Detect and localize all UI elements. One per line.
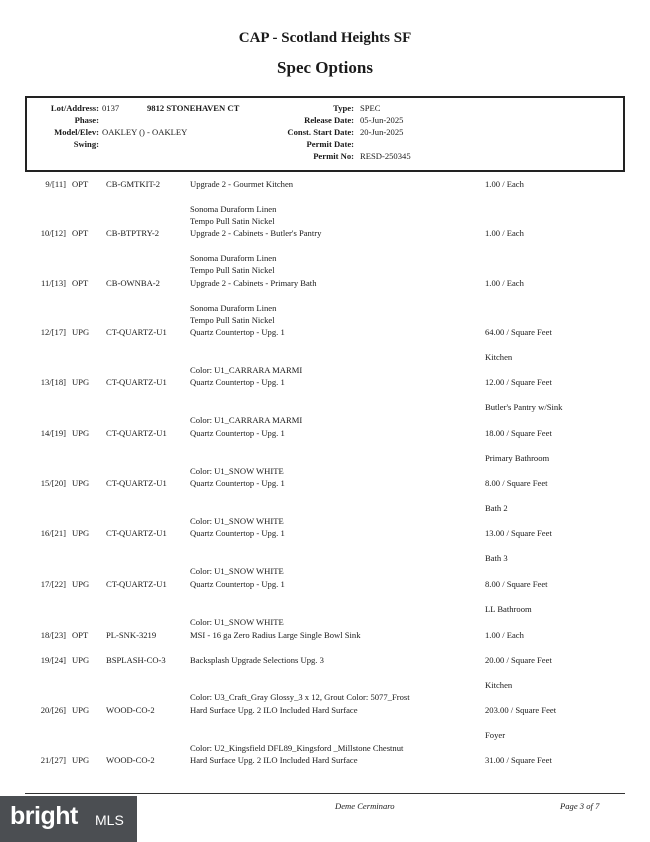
option-number: 11/[13] [41,278,66,288]
document-title: CAP - Scotland Heights SF [238,30,412,46]
option-row [0,754,650,767]
option-code: CT-QUARTZ-U1 [106,327,167,337]
option-quantity: 12.00 / Square Feet [485,377,552,387]
option-code: BSPLASH-CO-3 [106,655,166,665]
option-row [0,277,650,290]
const-start-label: Const. Start Date: [287,127,354,137]
lot-value: 0137 [102,103,120,113]
option-row [0,326,650,339]
permit-date-label: Permit Date: [306,139,354,149]
option-code: CB-OWNBA-2 [106,278,160,288]
info-row-permit [27,150,623,162]
option-type: OPT [72,630,89,640]
option-quantity: 1.00 / Each [485,179,524,189]
option-number: 15/[20] [40,478,66,488]
option-quantity: 64.00 / Square Feet [485,327,552,337]
option-number: 21/[27] [40,755,66,765]
option-quantity: 1.00 / Each [485,278,524,288]
option-code: CB-BTPTRY-2 [106,228,160,238]
option-row [0,427,650,440]
option-quantity: 20.00 / Square Feet [485,655,552,665]
option-type: OPT [72,228,89,238]
option-description: Quartz Countertop - Upg. 1 [190,478,285,488]
option-number: 10/[12] [40,228,66,238]
info-row-phase [27,114,623,126]
option-description: Quartz Countertop - Upg. 1 [190,528,285,538]
option-type: OPT [72,278,89,288]
option-number: 9/[11] [45,179,66,189]
option-description: Hard Surface Upg. 2 ILO Included Hard Surface [190,755,358,765]
option-row [0,527,650,540]
option-quantity: 1.00 / Each [485,630,524,640]
location-note: LL Bathroom [485,604,532,614]
cabinet-finish-note: Sonoma Duraform Linen [190,253,277,263]
release-date-label: Release Date: [304,115,354,125]
option-code: CT-QUARTZ-U1 [106,528,167,538]
color-note: Color: U1_SNOW WHITE [190,516,284,526]
option-code: CB-GMTKIT-2 [106,179,161,189]
footer-divider [25,793,625,794]
color-note: Color: U1_CARRARA MARMI [190,415,303,425]
cabinet-finish-note: Sonoma Duraform Linen [190,303,277,313]
color-note: Color: U3_Craft_Gray Glossy_3 x 12, Grout Color: 5077_Frost [190,692,410,702]
option-description: Quartz Countertop - Upg. 1 [190,327,285,337]
option-type: UPG [72,428,90,438]
option-quantity: 13.00 / Square Feet [485,528,552,538]
cabinet-finish-note: Sonoma Duraform Linen [190,204,277,214]
option-code: PL-SNK-3219 [106,630,157,640]
option-type: UPG [72,705,90,715]
info-row-model [27,126,623,138]
info-row-lot [27,102,623,114]
lot-info-box [25,96,625,172]
color-note: Color: U2_Kingsfield DFL89_Kingsford _Millstone Chestnut [190,743,404,753]
hardware-note: Tempo Pull Satin Nickel [190,315,275,325]
option-description: Hard Surface Upg. 2 ILO Included Hard Surface [190,705,358,715]
type-value: SPEC [360,103,381,113]
footer-agent-name: Deme Cerminaro [335,801,395,811]
lot-label: Lot/Address: [50,103,99,113]
option-quantity: 8.00 / Square Feet [485,478,548,488]
location-note: Bath 2 [485,503,508,513]
model-value: OAKLEY () - OAKLEY [102,127,188,137]
option-type: UPG [72,478,90,488]
release-date-value: 05-Jun-2025 [360,115,404,125]
option-code: CT-QUARTZ-U1 [106,478,167,488]
option-row [0,578,650,591]
option-row [0,178,650,191]
page-number: Page 3 of 7 [560,801,600,811]
swing-label: Swing: [73,139,99,149]
option-description: Backsplash Upgrade Selections Upg. 3 [190,655,324,665]
permit-no-label: Permit No: [313,151,354,161]
bright-mls-logo [0,796,137,842]
option-type: UPG [72,755,90,765]
color-note: Color: U1_SNOW WHITE [190,617,284,627]
option-quantity: 203.00 / Square Feet [485,705,557,715]
option-row [0,477,650,490]
info-row-swing [27,138,623,150]
address-value: 9812 STONEHAVEN CT [147,103,240,113]
option-quantity: 31.00 / Square Feet [485,755,552,765]
option-description: Quartz Countertop - Upg. 1 [190,579,285,589]
option-code: CT-QUARTZ-U1 [106,579,167,589]
option-row [0,227,650,240]
hardware-note: Tempo Pull Satin Nickel [190,265,275,275]
logo-brand-text: bright [10,802,78,830]
option-number: 19/[24] [40,655,66,665]
option-code: CT-QUARTZ-U1 [106,377,167,387]
option-row [0,654,650,667]
option-type: UPG [72,528,90,538]
option-type: OPT [72,179,89,189]
option-description: Upgrade 2 - Gourmet Kitchen [190,179,294,189]
option-quantity: 1.00 / Each [485,228,524,238]
color-note: Color: U1_CARRARA MARMI [190,365,303,375]
option-quantity: 8.00 / Square Feet [485,579,548,589]
color-note: Color: U1_SNOW WHITE [190,566,284,576]
permit-no-value: RESD-250345 [360,151,411,161]
option-description: Quartz Countertop - Upg. 1 [190,428,285,438]
location-note: Kitchen [485,352,513,362]
option-row [0,376,650,389]
option-type: UPG [72,377,90,387]
const-start-value: 20-Jun-2025 [360,127,404,137]
location-note: Primary Bathroom [485,453,550,463]
location-note: Butler's Pantry w/Sink [485,402,563,412]
option-number: 18/[23] [40,630,66,640]
option-quantity: 18.00 / Square Feet [485,428,552,438]
option-number: 20/[26] [40,705,66,715]
option-description: Upgrade 2 - Cabinets - Butler's Pantry [190,228,322,238]
option-type: UPG [72,655,90,665]
option-type: UPG [72,579,90,589]
option-description: MSI - 16 ga Zero Radius Large Single Bowl Sink [190,630,361,640]
phase-label: Phase: [74,115,99,125]
document-subtitle: Spec Options [277,58,373,77]
option-row [0,629,650,642]
option-number: 13/[18] [40,377,66,387]
color-note: Color: U1_SNOW WHITE [190,466,284,476]
hardware-note: Tempo Pull Satin Nickel [190,216,275,226]
option-row [0,704,650,717]
option-code: WOOD-CO-2 [106,705,155,715]
option-number: 16/[21] [40,528,66,538]
option-number: 17/[22] [40,579,66,589]
location-note: Kitchen [485,680,513,690]
option-code: CT-QUARTZ-U1 [106,428,167,438]
location-note: Bath 3 [485,553,508,563]
option-number: 12/[17] [40,327,66,337]
location-note: Foyer [485,730,506,740]
option-code: WOOD-CO-2 [106,755,155,765]
option-type: UPG [72,327,90,337]
type-label: Type: [333,103,354,113]
logo-mls-text: MLS [95,812,124,828]
option-description: Upgrade 2 - Cabinets - Primary Bath [190,278,317,288]
option-number: 14/[19] [40,428,66,438]
option-description: Quartz Countertop - Upg. 1 [190,377,285,387]
model-label: Model/Elev: [54,127,99,137]
